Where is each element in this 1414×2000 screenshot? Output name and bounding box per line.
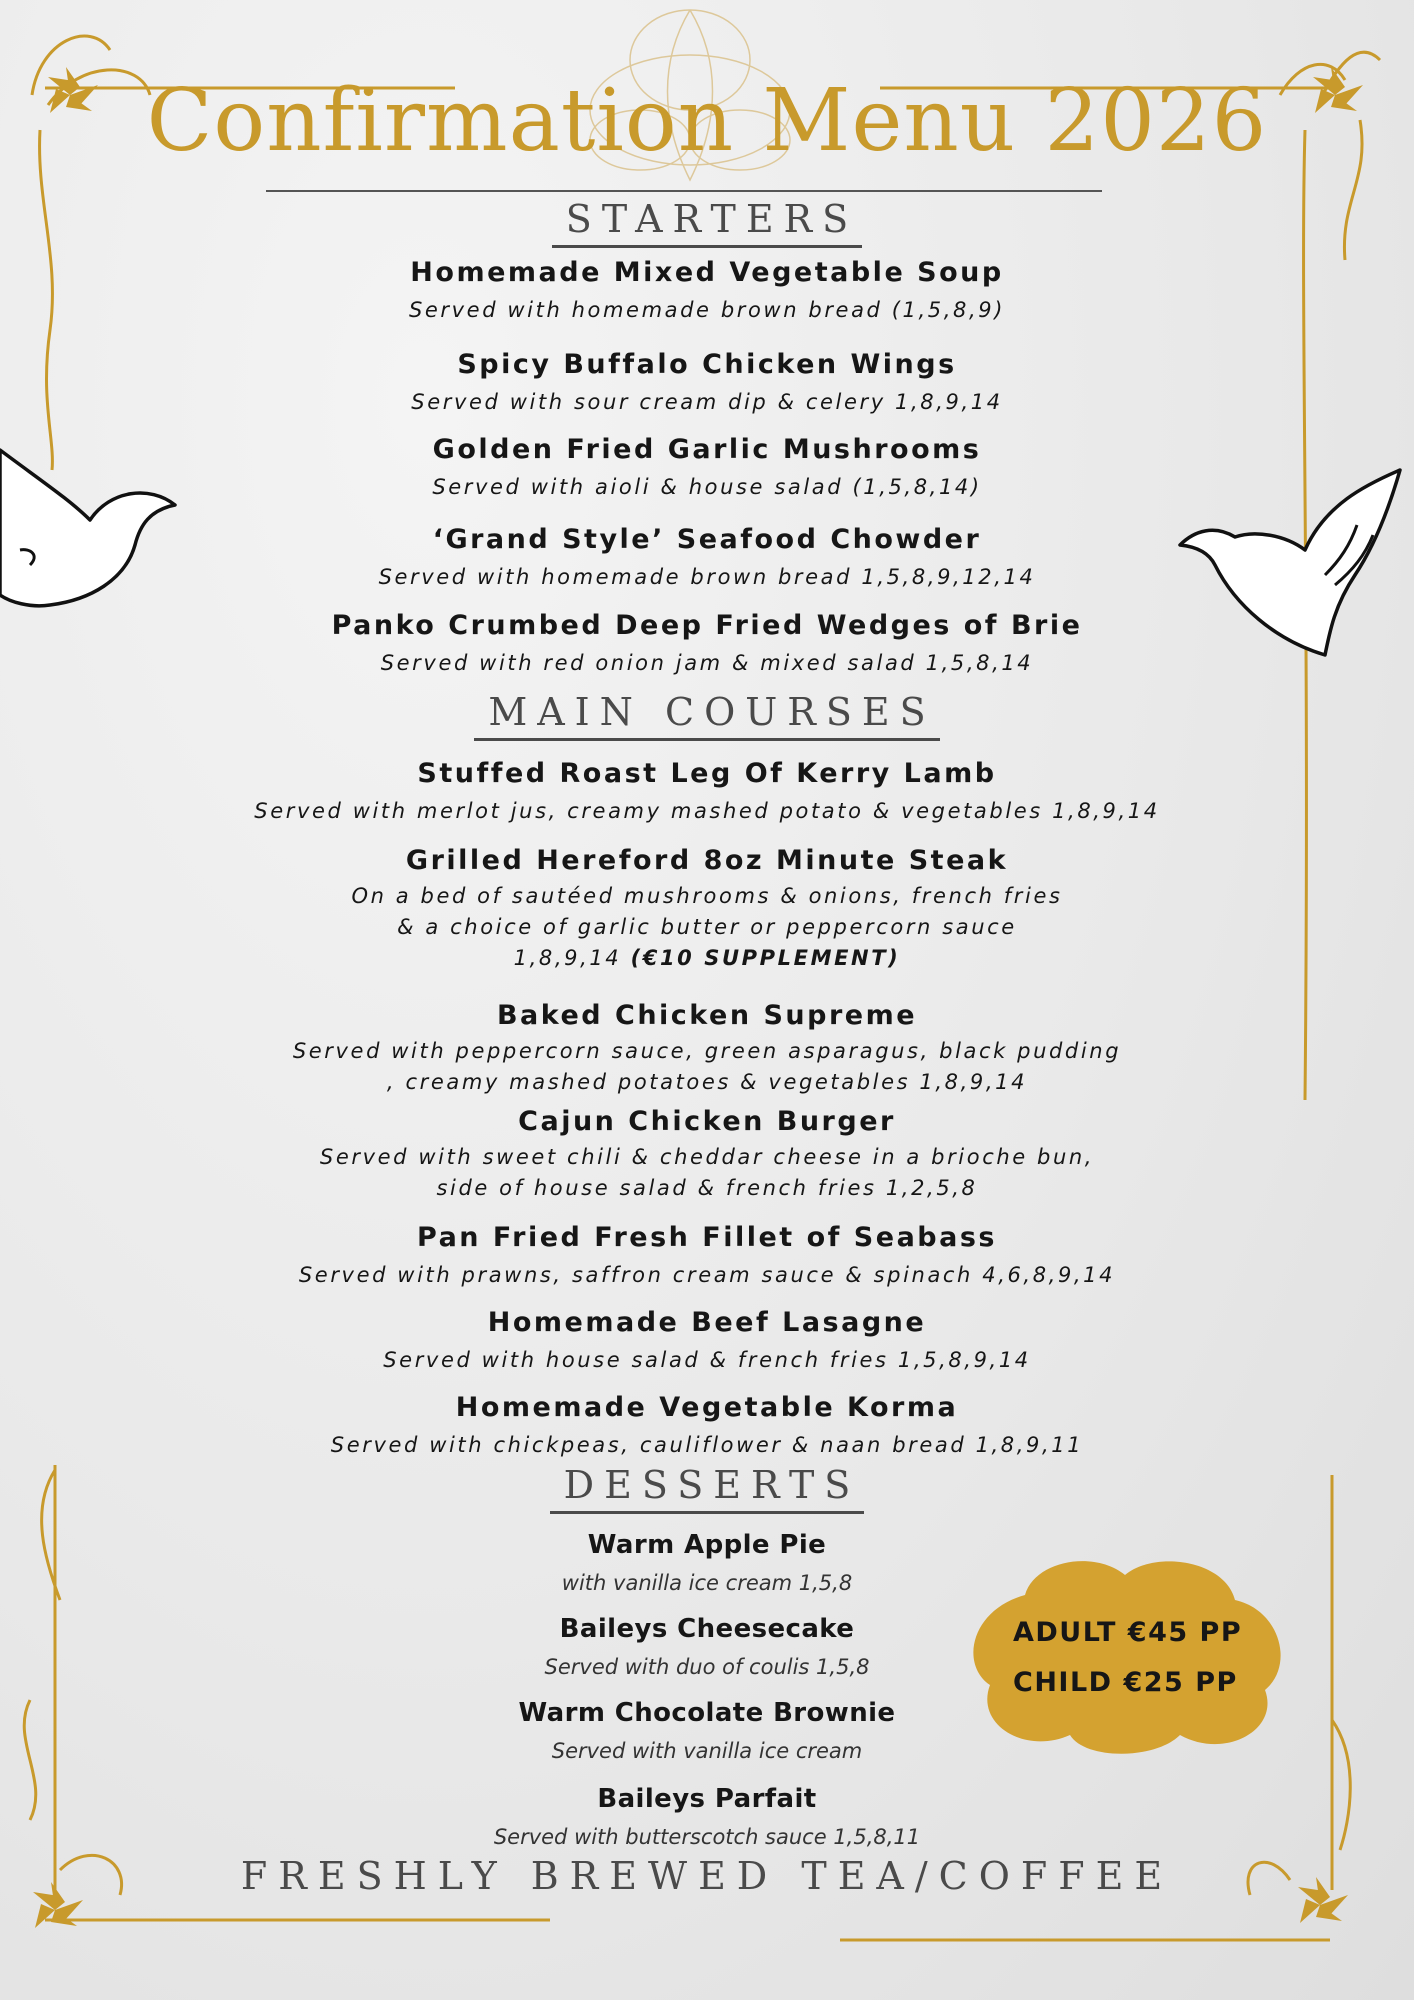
- item-name: Golden Fried Garlic Mushrooms: [432, 434, 982, 465]
- item-description: Served with sweet chili & cheddar cheese in a brioche bun,: [319, 1145, 1095, 1170]
- item-description: Served with house salad & french fries 1,5,8,9,14: [383, 1348, 1031, 1373]
- item-description: Served with merlot jus, creamy mashed potato & vegetables 1,8,9,14: [254, 799, 1160, 824]
- menu-item: [0, 845, 1414, 974]
- item-description: Served with chickpeas, cauliflower & naan bread 1,8,9,11: [330, 1433, 1084, 1458]
- menu-item: [0, 349, 1414, 418]
- menu-item: [0, 1307, 1414, 1376]
- item-name: ‘Grand Style’ Seafood Chowder: [432, 524, 982, 555]
- item-description: On a bed of sautéed mushrooms & onions, french fries: [351, 884, 1063, 909]
- item-description: side of house salad & french fries 1,2,5,8: [436, 1176, 978, 1201]
- item-description: & a choice of garlic butter or peppercorn sauce: [397, 915, 1017, 940]
- section-heading-main-courses: MAIN COURSES: [0, 693, 1414, 731]
- menu-item: [0, 257, 1414, 326]
- item-name: Warm Apple Pie: [587, 1530, 827, 1560]
- menu-item: [0, 758, 1414, 827]
- menu-item: [0, 610, 1414, 679]
- section-heading-desserts: DESSERTS: [0, 1466, 1414, 1504]
- item-description: Served with vanilla ice cream: [551, 1739, 863, 1764]
- menu-item: [0, 1000, 1414, 1098]
- item-name: Spicy Buffalo Chicken Wings: [457, 349, 957, 380]
- section-heading-starters: STARTERS: [0, 200, 1414, 238]
- footer-tea-coffee: FRESHLY BREWED TEA/COFFEE: [240, 1854, 1174, 1898]
- item-description: Served with homemade brown bread 1,5,8,9,12,14: [378, 565, 1036, 590]
- item-name: Baileys Parfait: [597, 1784, 817, 1814]
- menu-item: [0, 1784, 1414, 1851]
- item-description: , creamy mashed potatoes & vegetables 1,8,9,14: [386, 1070, 1028, 1095]
- menu-item: [0, 1392, 1414, 1461]
- item-description: Served with butterscotch sauce 1,5,8,11: [493, 1825, 921, 1850]
- item-name: Pan Fried Fresh Fillet of Seabass: [417, 1222, 997, 1253]
- child-price: CHILD €25 PP: [1013, 1667, 1238, 1698]
- title-divider: [266, 190, 1102, 192]
- item-description: Served with peppercorn sauce, green asparagus, black pudding: [292, 1039, 1122, 1064]
- item-description: Served with homemade brown bread (1,5,8,9): [408, 298, 1006, 323]
- item-name: Homemade Beef Lasagne: [487, 1307, 927, 1338]
- item-description: Served with aioli & house salad (1,5,8,14): [432, 475, 982, 500]
- item-name: Homemade Mixed Vegetable Soup: [410, 257, 1004, 288]
- item-name: Cajun Chicken Burger: [518, 1106, 896, 1137]
- item-name: Homemade Vegetable Korma: [455, 1392, 959, 1423]
- item-description: 1,8,9,14 (€10 SUPPLEMENT): [513, 946, 901, 971]
- supplement-note: (€10 SUPPLEMENT): [630, 946, 901, 971]
- adult-price: ADULT €45 PP: [1013, 1617, 1243, 1648]
- item-description: Served with sour cream dip & celery 1,8,9,14: [411, 390, 1003, 415]
- menu-item: [0, 434, 1414, 503]
- menu-item: [0, 524, 1414, 593]
- item-name: Baileys Cheesecake: [559, 1614, 855, 1644]
- menu-item: [0, 1222, 1414, 1291]
- item-name: Baked Chicken Supreme: [496, 1000, 918, 1031]
- item-description: Served with prawns, saffron cream sauce & spinach 4,6,8,9,14: [298, 1263, 1116, 1288]
- item-description: Served with duo of coulis 1,5,8: [544, 1655, 870, 1680]
- item-description: Served with red onion jam & mixed salad 1,5,8,14: [380, 651, 1034, 676]
- item-description: with vanilla ice cream 1,5,8: [561, 1571, 853, 1596]
- page-title: Confirmation Menu 2026: [146, 71, 1268, 171]
- item-name: Warm Chocolate Brownie: [518, 1698, 896, 1728]
- item-name: Panko Crumbed Deep Fried Wedges of Brie: [331, 610, 1083, 641]
- item-name: Stuffed Roast Leg Of Kerry Lamb: [417, 758, 997, 789]
- cloud-shape: [965, 1555, 1290, 1755]
- item-name: Grilled Hereford 8oz Minute Steak: [405, 845, 1009, 876]
- menu-item: [0, 1106, 1414, 1204]
- price-badge: [965, 1555, 1290, 1755]
